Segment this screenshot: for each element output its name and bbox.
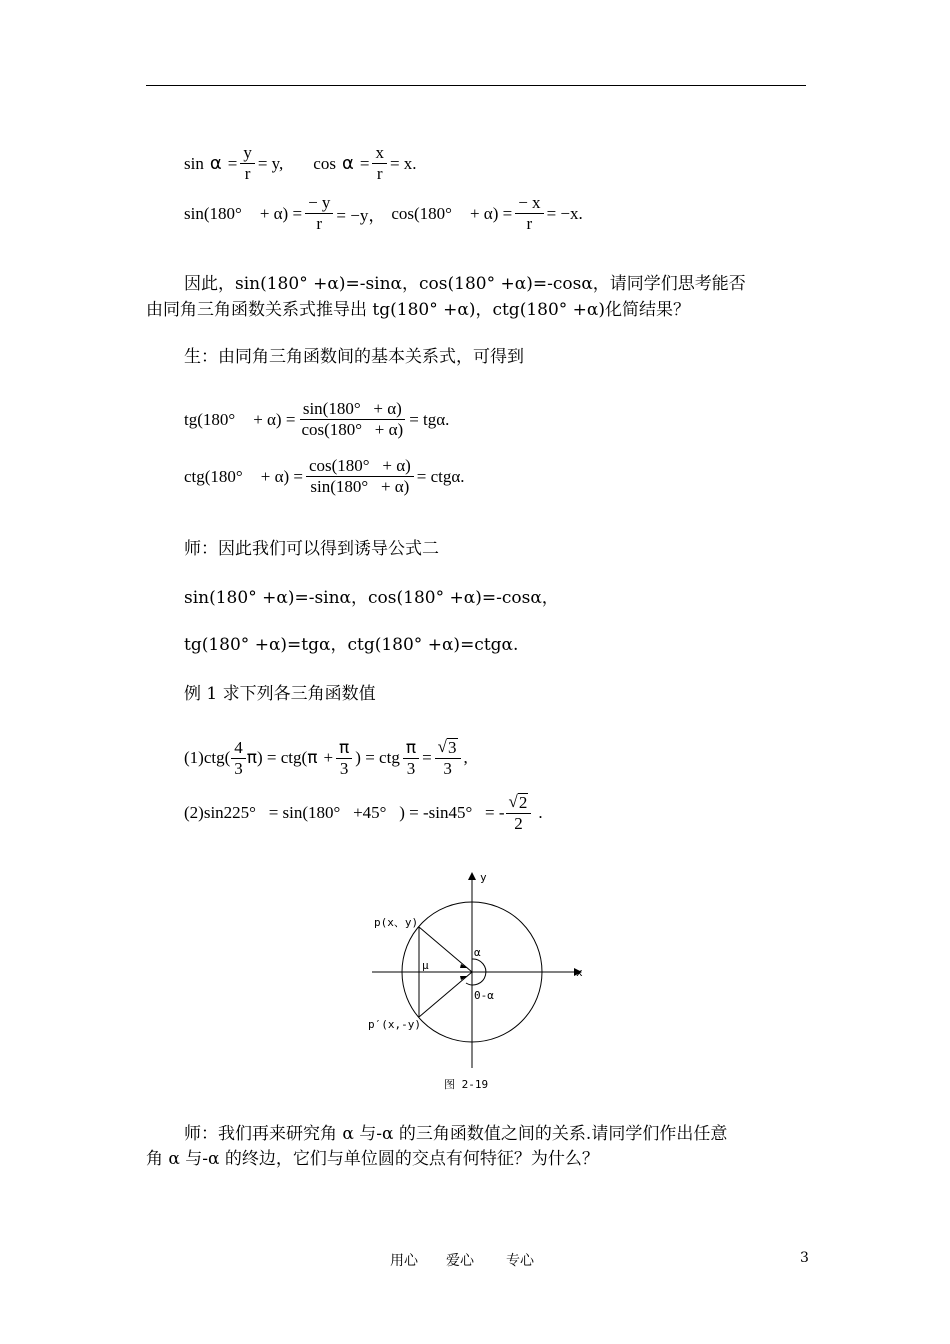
paragraph-therefore-line2: 由同角三角函数关系式推导出 tg(180° +α)，ctg(180° +α)化简结果？ bbox=[146, 300, 691, 320]
paragraph-student: 生：由同角三角函数间的基本关系式，可得到 bbox=[184, 347, 524, 367]
y-axis-arrow bbox=[468, 872, 476, 880]
paragraph-therefore-line1: 因此，sin(180° +α)=-sinα，cos(180° +α)=-cosα，请同学们思考能否 bbox=[184, 274, 746, 294]
page-number: 3 bbox=[800, 1250, 809, 1266]
formula-example1-ctg: (1)ctg( $\frac{4}{3}$ π ) = ctg( π + $\frac{\pi}{3}$ ) = ctg $\frac{\pi}{3}$ = √ 3 3 , bbox=[184, 737, 468, 778]
paragraph-formula2-tg-ctg: tg(180° +α)=tgα，ctg(180° +α)=ctgα. bbox=[184, 635, 519, 655]
ray-opprime bbox=[419, 972, 472, 1017]
formula-sin-cos-180-plus: sin(180° + α) = $\frac{- y}{r}$ = −y， cos(180° + α) = $\frac{- x}{r}$ = −x. bbox=[184, 193, 583, 233]
footer-motto-1: 用心 bbox=[390, 1253, 418, 1269]
footer-motto-3: 专心 bbox=[506, 1253, 534, 1269]
angle-neg-alpha-label: 0-α bbox=[474, 989, 494, 1002]
angle-alpha-label: α bbox=[474, 946, 481, 959]
formula-sin-cos-def: sin α = $\frac{y}{r}$ = y, cos α = $\frac{x}{r}$ = x. bbox=[184, 143, 417, 183]
y-axis-label: y bbox=[480, 871, 487, 884]
formula-example2-sin225: (2)sin225° = sin(180° +45° ) = -sin45° = - √ 2 2 . bbox=[184, 792, 543, 833]
figure-unit-circle bbox=[360, 868, 590, 1098]
formula-tg-180-plus: tg(180° + α) = $\frac{\sin(180^\circ + \alpha)}{\cos(180^\circ + \alpha)}$ = tgα. bbox=[184, 399, 450, 439]
x-axis-label: x bbox=[576, 966, 583, 979]
paragraph-example1-title: 例 1 求下列各三角函数值 bbox=[184, 684, 376, 704]
paragraph-teacher-alpha-line2: 角 α 与-α 的终边，它们与单位圆的交点有何特征？为什么？ bbox=[146, 1149, 599, 1169]
point-p-label: p(x、y) bbox=[374, 916, 419, 929]
header-rule bbox=[146, 85, 806, 86]
footer-motto-2: 爱心 bbox=[446, 1253, 474, 1269]
figure-caption: 图 2-19 bbox=[444, 1078, 489, 1091]
paragraph-formula2-sin-cos: sin(180° +α)=-sinα，cos(180° +α)=-cosα， bbox=[184, 588, 559, 608]
point-p-prime-label: p′(x,-y) bbox=[368, 1018, 421, 1031]
angle-mu-label: μ bbox=[422, 959, 429, 972]
formula-ctg-180-plus: ctg(180° + α) = $\frac{\cos(180^\circ + \alpha)}{\sin(180^\circ + \alpha)}$ = ctgα. bbox=[184, 456, 465, 496]
paragraph-teacher-alpha-line1: 师：我们再来研究角 α 与-α 的三角函数值之间的关系.请同学们作出任意 bbox=[184, 1124, 728, 1144]
paragraph-teacher-formula2: 师：因此我们可以得到诱导公式二 bbox=[184, 539, 439, 559]
